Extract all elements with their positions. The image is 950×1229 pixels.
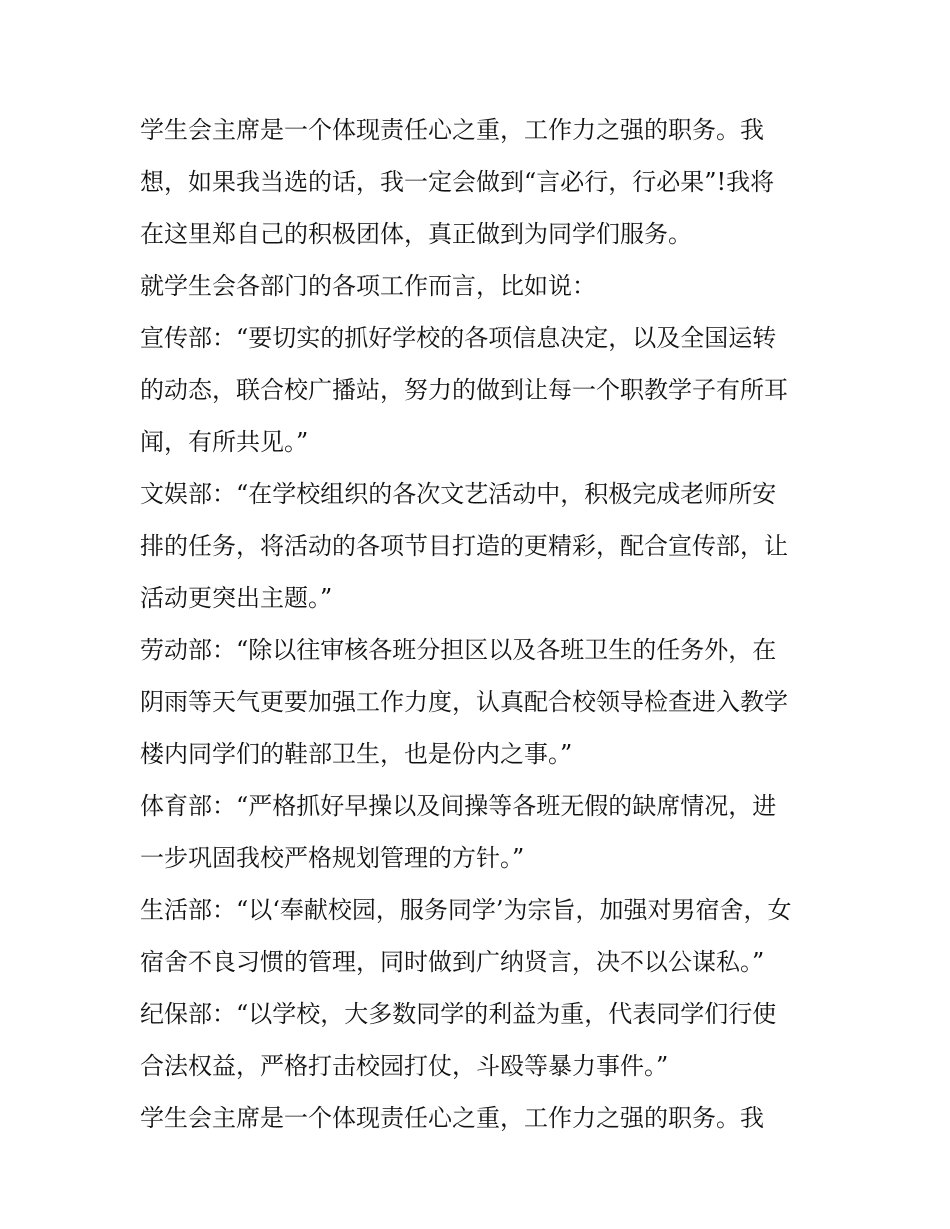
text-line: 活动更突出主题。” [140,584,333,612]
text-line: 排的任务，将活动的各项节目打造的更精彩，配合宣传部，让 [140,532,788,560]
text-line: 楼内同学们的鞋部卫生，也是份内之事。” [140,740,573,768]
text-line: 学生会主席是一个体现责任心之重，工作力之强的职务。我 [140,1104,764,1132]
text-line: 在这里郑自己的积极团体，真正做到为同学们服务。 [140,220,692,248]
text-line: 一步巩固我校严格规划管理的方针。” [140,844,525,872]
text-line: 劳动部：“除以往审核各班分担区以及各班卫生的任务外，在 [140,636,777,664]
text-line: 合法权益，严格打击校园打仗，斗殴等暴力事件。” [140,1052,669,1080]
document-body [140,111,820,1137]
text-line: 宿舍不良习惯的管理，同时做到广纳贤言，决不以公谋私。” [140,948,765,976]
text-line: 的动态，联合校广播站，努力的做到让每一个职教学子有所耳 [140,376,788,404]
text-line: 学生会主席是一个体现责任心之重，工作力之强的职务。我 [140,116,764,144]
text-line: 生活部：“以‘奉献校园，服务同学’为宗旨，加强对男宿舍，女 [140,896,792,924]
text-line: 文娱部：“在学校组织的各次文艺活动中，积极完成老师所安 [140,480,777,508]
text-line: 体育部：“严格抓好早操以及间操等各班无假的缺席情况，进 [140,792,777,820]
text-line: 闻，有所共见。” [140,428,309,456]
text-line: 阴雨等天气更要加强工作力度，认真配合校领导检查进入教学 [140,688,788,716]
text-line: 宣传部：“要切实的抓好学校的各项信息决定，以及全国运转 [140,324,777,352]
text-line: 就学生会各部门的各项工作而言，比如说： [140,272,596,300]
text-line: 想，如果我当选的话，我一定会做到“言必行，行必果”!我将 [140,168,775,196]
text-line: 纪保部：“以学校，大多数同学的利益为重，代表同学们行使 [140,1000,777,1028]
